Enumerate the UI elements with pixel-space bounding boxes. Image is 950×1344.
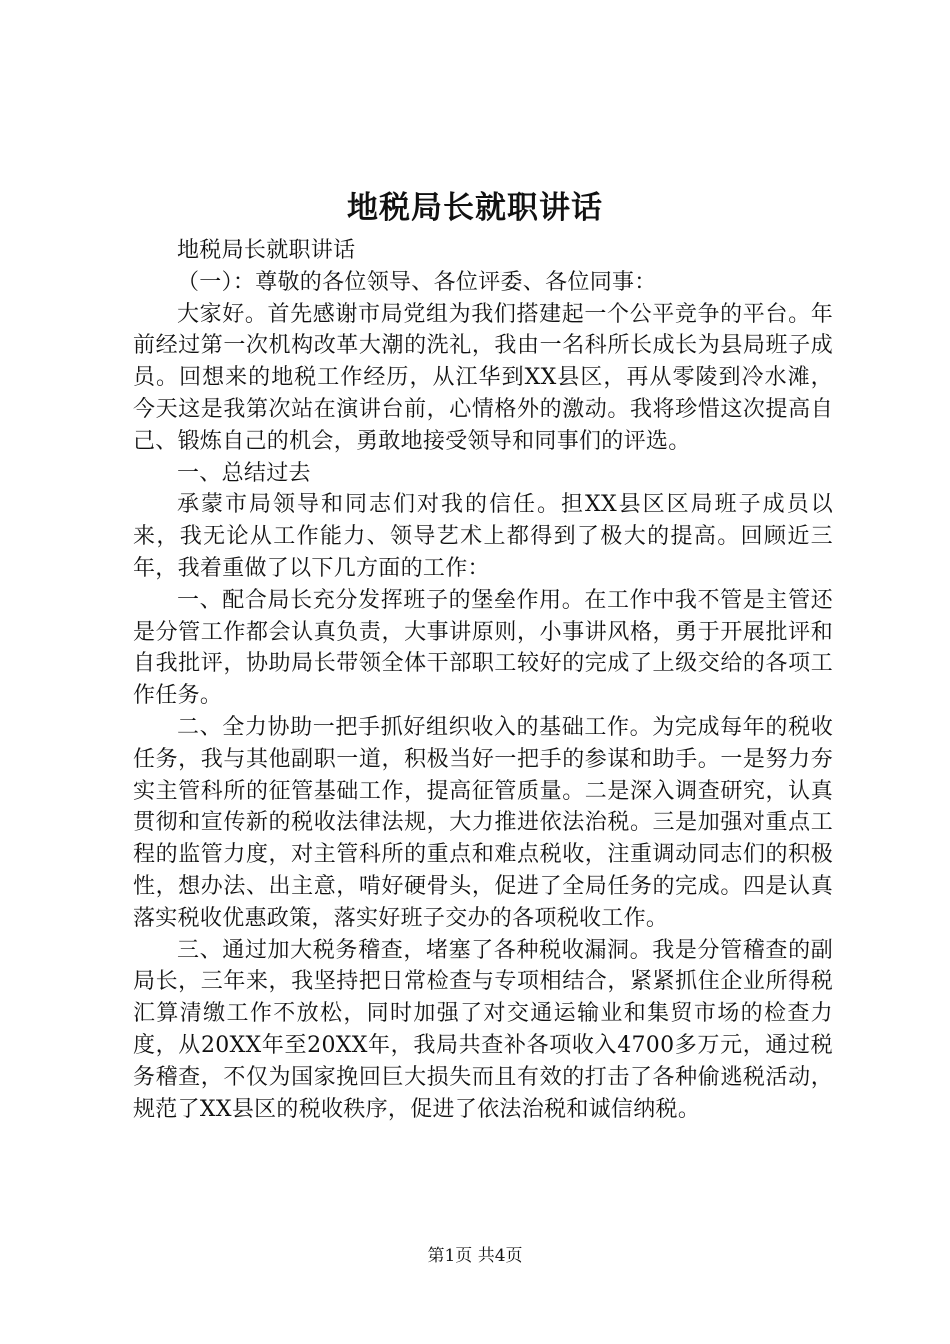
document-body bbox=[133, 235, 833, 1125]
paragraph-greeting: 大家好。首先感谢市局党组为我们搭建起一个公平竞争的平台。年前经过第一次机构改革大潮的洗礼，我由一名科所长成长为县局班子成员。回想来的地税工作经历，从江华到XX县区，再从零陵到冷水滩，今天这是我第次站在演讲台前，心情格外的激动。我将珍惜这次提高自己、锻炼自己的机会，勇敢地接受领导和同事们的评选。 bbox=[133, 301, 833, 454]
document-title: 地税局长就职讲话 bbox=[347, 190, 603, 226]
paragraph-point-1: 一、配合局长充分发挥班子的堡垒作用。在工作中我不管是主管还是分管工作都会认真负责，大事讲原则，小事讲风格，勇于开展批评和自我批评，协助局长带领全体干部职工较好的完成了上级交给的各项工作任务。 bbox=[133, 587, 833, 709]
paragraph-subtitle: 地税局长就职讲话 bbox=[177, 238, 356, 263]
section-heading-summary: 一、总结过去 bbox=[177, 460, 311, 486]
paragraph-review: 承蒙市局领导和同志们对我的信任。担XX县区区局班子成员以来，我无论从工作能力、领导艺术上都得到了极大的提高。回顾近三年，我着重做了以下几方面的工作： bbox=[133, 492, 833, 581]
paragraph-salutation: （一）：尊敬的各位领导、各位评委、各位同事： bbox=[177, 269, 657, 295]
paragraph-point-3: 三、通过加大税务稽查，堵塞了各种税收漏洞。我是分管稽查的副局长，三年来，我坚持把日常检查与专项相结合，紧紧抓住企业所得税汇算清缴工作不放松，同时加强了对交通运输业和集贸市场的检查力度，从20XX年至20XX年，我局共查补各项收入4700多万元，通过税务稽查，不仅为国家挽回巨大损失而且有效的打击了各种偷逃税活动，规范了XX县区的税收秩序，促进了依法治税和诚信纳税。 bbox=[133, 937, 833, 1122]
page-number-footer: 第1页 共4页 bbox=[427, 1246, 523, 1266]
paragraph-point-2: 二、全力协助一把手抓好组织收入的基础工作。为完成每年的税收任务，我与其他副职一道，积极当好一把手的参谋和助手。一是努力夯实主管科所的征管基础工作，提高征管质量。二是深入调查研究，认真贯彻和宣传新的税收法律法规，大力推进依法治税。三是加强对重点工程的监管力度，对主管科所的重点和难点税收，注重调动同志们的积极性，想办法、出主意，啃好硬骨头，促进了全局任务的完成。四是认真落实税收优惠政策，落实好班子交办的各项税收工作。 bbox=[133, 714, 833, 931]
